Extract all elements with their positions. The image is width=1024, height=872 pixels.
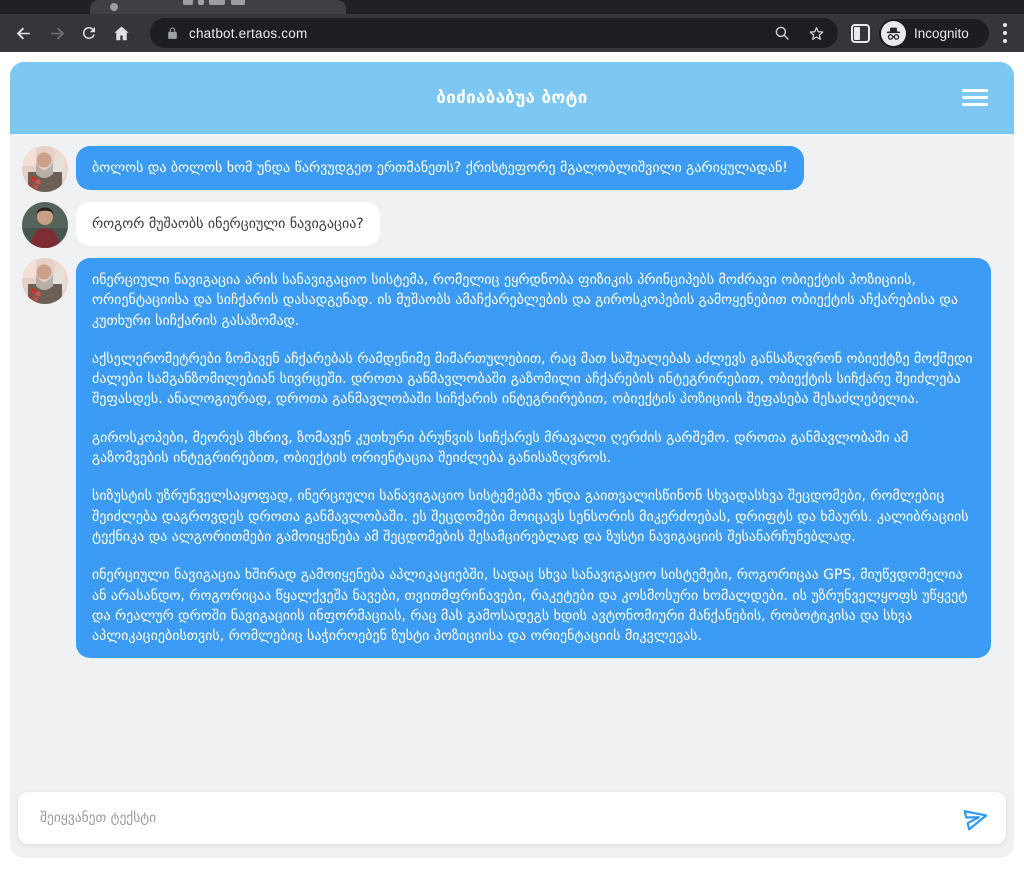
send-button[interactable]	[946, 792, 1006, 844]
chat-card	[10, 62, 1014, 858]
message-text: როგორ მუშაობს ინერციული ნავიგაცია?	[92, 216, 364, 232]
browser-toolbar	[0, 14, 1024, 52]
message-bubble-user	[76, 202, 380, 246]
bot-avatar-image	[22, 258, 68, 304]
search-icon[interactable]	[773, 24, 791, 42]
bot-avatar-image	[22, 146, 68, 192]
page-viewport	[0, 52, 1024, 872]
message-paragraph: სიზუსტის უზრუნველსაყოფად, ინერციული სანავიგაციო სისტემებმა უნდა გაითვალისწინონ სხვადასხვა შეცდომები, რომლებიც შეიძლება დაგროვდეს დროთა განმავლობაში. ეს შეცდომები მოიცავს სენსორის მიკერძოებას, დრიფტს და ხმაურს. კალიბრაციის ტექნიკა და ალგორითმები გამოიყენება ამ შეცდომების შესამცირებლად და ზუსტი ნავიგაციის შესანარჩუნებლად.	[92, 488, 969, 545]
message-paragraph: აქსელერომეტრები ზომავენ აჩქარებას რამდენიმე მიმართულებით, რაც მათ საშუალებას აძლევს განსაზღვრონ ობიექტზე მოქმედი ძალები სამგანზომილებიან სივრცეში. დროთა განმავლობაში გაზომილი აჩქარების ინტეგრირებით, ობიექტის სიჩქარე შეიძლება შეფასდეს. ანალოგიურად, დროთა განმავლობაში სიჩქარის ინტეგრირებით, ობიექტის პოზიციის შეფასება შესაძლებელია.	[92, 350, 973, 408]
message-paragraph: ინერციული ნავიგაცია არის სანავიგაციო სისტემა, რომელიც ეყრდნობა ფიზიკის პრინციპებს მოძრავი ობიექტის პოზიციის, ორიენტაციისა და სიჩქარის დასადგენად. ის მუშაობს ამაჩქარებლების და გიროსკოპების გამოყენებით ობიექტის აჩქარებისა და კუთხური სიჩქარის გასაზომად.	[92, 272, 958, 329]
forward-button[interactable]	[42, 14, 72, 52]
message-text: ბოლოს და ბოლოს ხომ უნდა წარვუდგეთ ერთმანეთს? ქრისტეფორე მგალობლიშვილი გარიყულადან!	[92, 160, 788, 176]
home-button[interactable]	[106, 14, 136, 52]
lock-icon[interactable]	[166, 26, 179, 41]
back-arrow-icon	[14, 24, 33, 43]
message-row	[22, 202, 1002, 248]
bot-avatar	[22, 146, 68, 192]
side-panel-icon[interactable]	[851, 24, 870, 43]
url-text: chatbot.ertaos.com	[189, 25, 308, 41]
page-title: ბიძიაბაბუა ბოტი	[436, 88, 588, 108]
chat-input-bar	[18, 792, 1006, 844]
tab-strip	[0, 0, 1024, 14]
bot-avatar	[22, 258, 68, 304]
tab-title-remnant	[209, 0, 225, 5]
message-bubble-bot	[76, 146, 804, 190]
message-paragraph: ინერციული ნავიგაცია ხშირად გამოიყენება აპლიკაციებში, სადაც სხვა სანავიგაციო სისტემები, როგორიცაა GPS, მიუწვდომელია ან არასანდო, როგორიცაა წყალქვეშა ნავები, თვითმფრინავები, რაკეტები და კოსმოსური ხომალდები. ის უზრუნველყოფს უწყვეტ და რეალურ დროში ნავიგაციის ინფორმაციას, რაც მას გამოსადეგს ხდის ავტონომიური მანქანების, რობოტიკისა და სხვა აპლიკაციებისთვის, რომლებიც საჭიროებენ ზუსტი პოზიციისა და ორიენტაციის მიკვლევას.	[92, 567, 968, 645]
user-avatar-image	[22, 202, 68, 248]
browser-tab[interactable]	[90, 0, 346, 14]
message-bubble-bot	[76, 258, 991, 658]
tab-favicon-icon	[110, 3, 118, 11]
home-icon	[112, 24, 131, 43]
tab-title-remnant	[183, 0, 193, 5]
tab-title-remnant	[198, 0, 204, 5]
message-paragraph: გიროსკოპები, მეორეს მხრივ, ზომავენ კუთხური ბრუნვის სიჩქარეს მრავალი ღერძის გარშემო. დროთა განმავლობაში ამ გაზომვების ინტეგრირებით, ობიექტის ორიენტაცია შეიძლება განისაზღვროს.	[92, 429, 909, 467]
chat-messages[interactable]	[10, 134, 1014, 786]
chat-input[interactable]	[18, 792, 946, 844]
reload-button[interactable]	[74, 14, 104, 52]
tab-title-remnant	[231, 0, 245, 5]
chat-header	[10, 62, 1014, 134]
send-icon	[959, 801, 993, 835]
user-avatar	[22, 202, 68, 248]
incognito-icon	[884, 24, 903, 43]
hamburger-menu-button[interactable]	[962, 89, 988, 107]
incognito-label: Incognito	[914, 26, 969, 41]
incognito-badge	[879, 19, 989, 48]
browser-menu-button[interactable]	[1002, 20, 1008, 46]
bookmark-star-icon[interactable]	[807, 24, 826, 43]
forward-arrow-icon	[48, 24, 67, 43]
browser-chrome	[0, 0, 1024, 52]
back-button[interactable]	[8, 14, 38, 52]
address-bar[interactable]	[150, 18, 838, 48]
message-row	[22, 146, 1002, 192]
message-row	[22, 258, 1002, 658]
reload-icon	[80, 24, 98, 42]
